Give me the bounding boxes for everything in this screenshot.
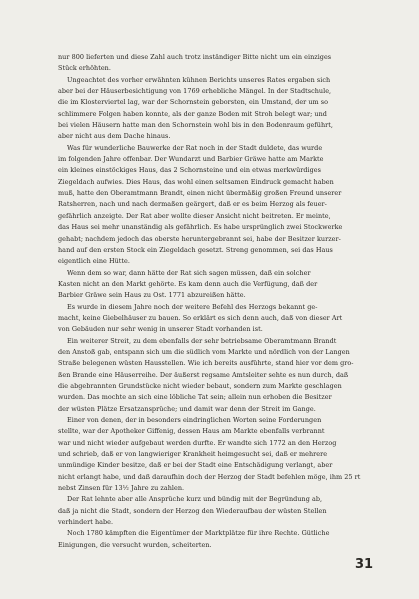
body-text	[58, 52, 374, 551]
text-line: stellte, war der Apotheker Giffenig, dessen Haus am Markte ebenfalls verbrannt	[58, 427, 325, 436]
text-line: eigentlich eine Hütte.	[58, 257, 130, 266]
paragraph	[58, 415, 374, 494]
text-line: ein kleines einstöckiges Haus, das 2 Schornsteine und ein etwas merkwürdiges	[58, 166, 321, 175]
text-line: gehabt; nachdem jedoch das oberste heruntergebrannt sei, habe der Besitzer kurzer-	[58, 234, 341, 243]
text-line: Einigungen, die versucht wurden, scheiterten.	[58, 540, 212, 549]
text-line: verhindert habe.	[58, 518, 114, 527]
text-line: Wenn dem so war, dann hätte der Rat sich sagen müssen, daß ein solcher	[67, 268, 311, 277]
text-line: im folgenden Jahre offenbar. Der Wundarzt und Barbier Gräwe hatte am Markte	[58, 155, 324, 164]
text-line: Der Rat lehnte aber alle Ansprüche kurz und bündig mit der Begründung ab,	[67, 495, 323, 504]
text-line: Ein weiterer Streit, zu dem ebenfalls der sehr betriebsame Oberamtmann Brandt	[67, 336, 337, 345]
paragraph	[58, 528, 374, 551]
text-line: wurden. Das mochte an sich eine löbliche Tat sein; allein nun erhoben die Besitzer	[58, 393, 332, 402]
text-line: die im Klosterviertel lag, war der Schornstein geborsten, ein Umstand, der um so	[58, 98, 329, 107]
text-line: Noch 1780 kämpften die Eigentümer der Marktplätze für ihre Rechte. Gütliche	[67, 529, 330, 538]
text-line: Stück erhöhten.	[58, 64, 111, 73]
page-number: 31	[355, 557, 374, 572]
text-line: Ratsherren, nach und nach dermaßen geärgert, daß er es beim Herzog als feuer-	[58, 200, 327, 209]
text-line: schlimmere Folgen haben konnte, als der ganze Boden mit Stroh belegt war; und	[58, 109, 327, 118]
text-line: Was für wunderliche Bauwerke der Rat noch in der Stadt duldete, das wurde	[67, 143, 323, 152]
text-line: und schrieb, daß er von langwieriger Krankheit heimgesucht sei, daß er mehrere	[58, 450, 328, 459]
paragraph	[58, 268, 374, 302]
paragraph	[58, 143, 374, 268]
text-line: gefährlich anzeigte. Der Rat aber wollte dieser Ansicht nicht beitreten. Er meinte,	[58, 211, 331, 220]
text-line: nebst Zinsen für 13½ Jahre zu zahlen.	[58, 484, 185, 493]
text-line: unmündige Kinder besitze, daß er bei der Stadt eine Entschädigung verlangt, aber	[58, 461, 333, 470]
text-line: bei vielen Häusern hatte man den Schornstein wohl bis in den Bodenraum geführt,	[58, 121, 333, 130]
text-line: die abgebrannten Grundstücke nicht wieder bebaut, sondern zum Markte geschlagen	[58, 381, 342, 390]
text-line: ßen Brande eine Häuserreihe. Der äußerst regsame Amtsleiter sehte es nun durch, daß	[58, 370, 349, 379]
text-line: macht, keine Giebelhäuser zu bauen. So erklärt es sich denn auch, daß von dieser Art	[58, 313, 343, 322]
text-line: hand auf den ersten Stock ein Ziegeldach gesetzt. Streng genommen, sei das Haus	[58, 245, 333, 254]
paragraph	[58, 75, 374, 143]
text-line: aber bei der Häuserbesichtigung von 1769 erhebliche Mängel. In der Stadtschule,	[58, 87, 332, 96]
text-line: Straße belegenen wüsten Hausstellen. Wie ich bereits ausführte, stand hier vor dem gro-	[58, 359, 354, 368]
text-line: der wüsten Plätze Ersatzansprüche; und damit war denn der Streit im Gange.	[58, 404, 316, 413]
paragraph	[58, 494, 374, 528]
text-line: den Anstoß gab, entspann sich um die südlich vom Markte und nördlich von der Langen	[58, 347, 350, 356]
text-line: war und nicht wieder aufgebaut werden durfte. Er wandte sich 1772 an den Herzog	[58, 438, 337, 447]
text-line: muß, hatte den Oberamtmann Brandt, einen nicht übermäßig großen Freund unserer	[58, 189, 342, 198]
text-line: aber nicht aus dem Dache hinaus.	[58, 132, 171, 141]
text-line: nur 800 lieferten und diese Zahl auch trotz inständiger Bitte nicht um ein einziges	[58, 53, 332, 61]
text-line: Kasten nicht an den Markt gehörte. Es kam denn auch die Verfügung, daß der	[58, 279, 318, 288]
text-line: Barbier Gräwe sein Haus zu Ost. 1771 abzureißen hätte.	[58, 291, 246, 300]
text-line: Es wurde in diesem Jahre noch der weitere Befehl des Herzogs bekannt ge-	[67, 302, 318, 311]
text-line: daß ja nicht die Stadt, sondern der Herzog den Wiederaufbau der wüsten Stellen	[58, 506, 327, 515]
text-line: das Haus sei mehr unanständig als gefährlich. Es habe ursprünglich zwei Stockwerke	[58, 223, 343, 232]
text-line: Ziegeldach aufwies. Dies Haus, das wohl einen seltsamen Eindruck gemacht haben	[58, 177, 334, 186]
text-line: nicht erlangt habe, und daß daraufhin doch der Herzog der Stadt befehlen möge, ihm 25 rt	[58, 472, 361, 481]
text-line: Ungeachtet des vorher erwähnten kühnen Berichts unseres Rates ergaben sich	[67, 75, 331, 84]
text-line: von Gebäuden nur sehr wenig in unserer Stadt vorhanden ist.	[58, 325, 263, 334]
paragraph	[58, 52, 374, 75]
paragraph	[58, 336, 374, 415]
text-line: Einer von denen, der in besonders eindringlichen Worten seine Forderungen	[67, 416, 322, 424]
paragraph	[58, 302, 374, 336]
